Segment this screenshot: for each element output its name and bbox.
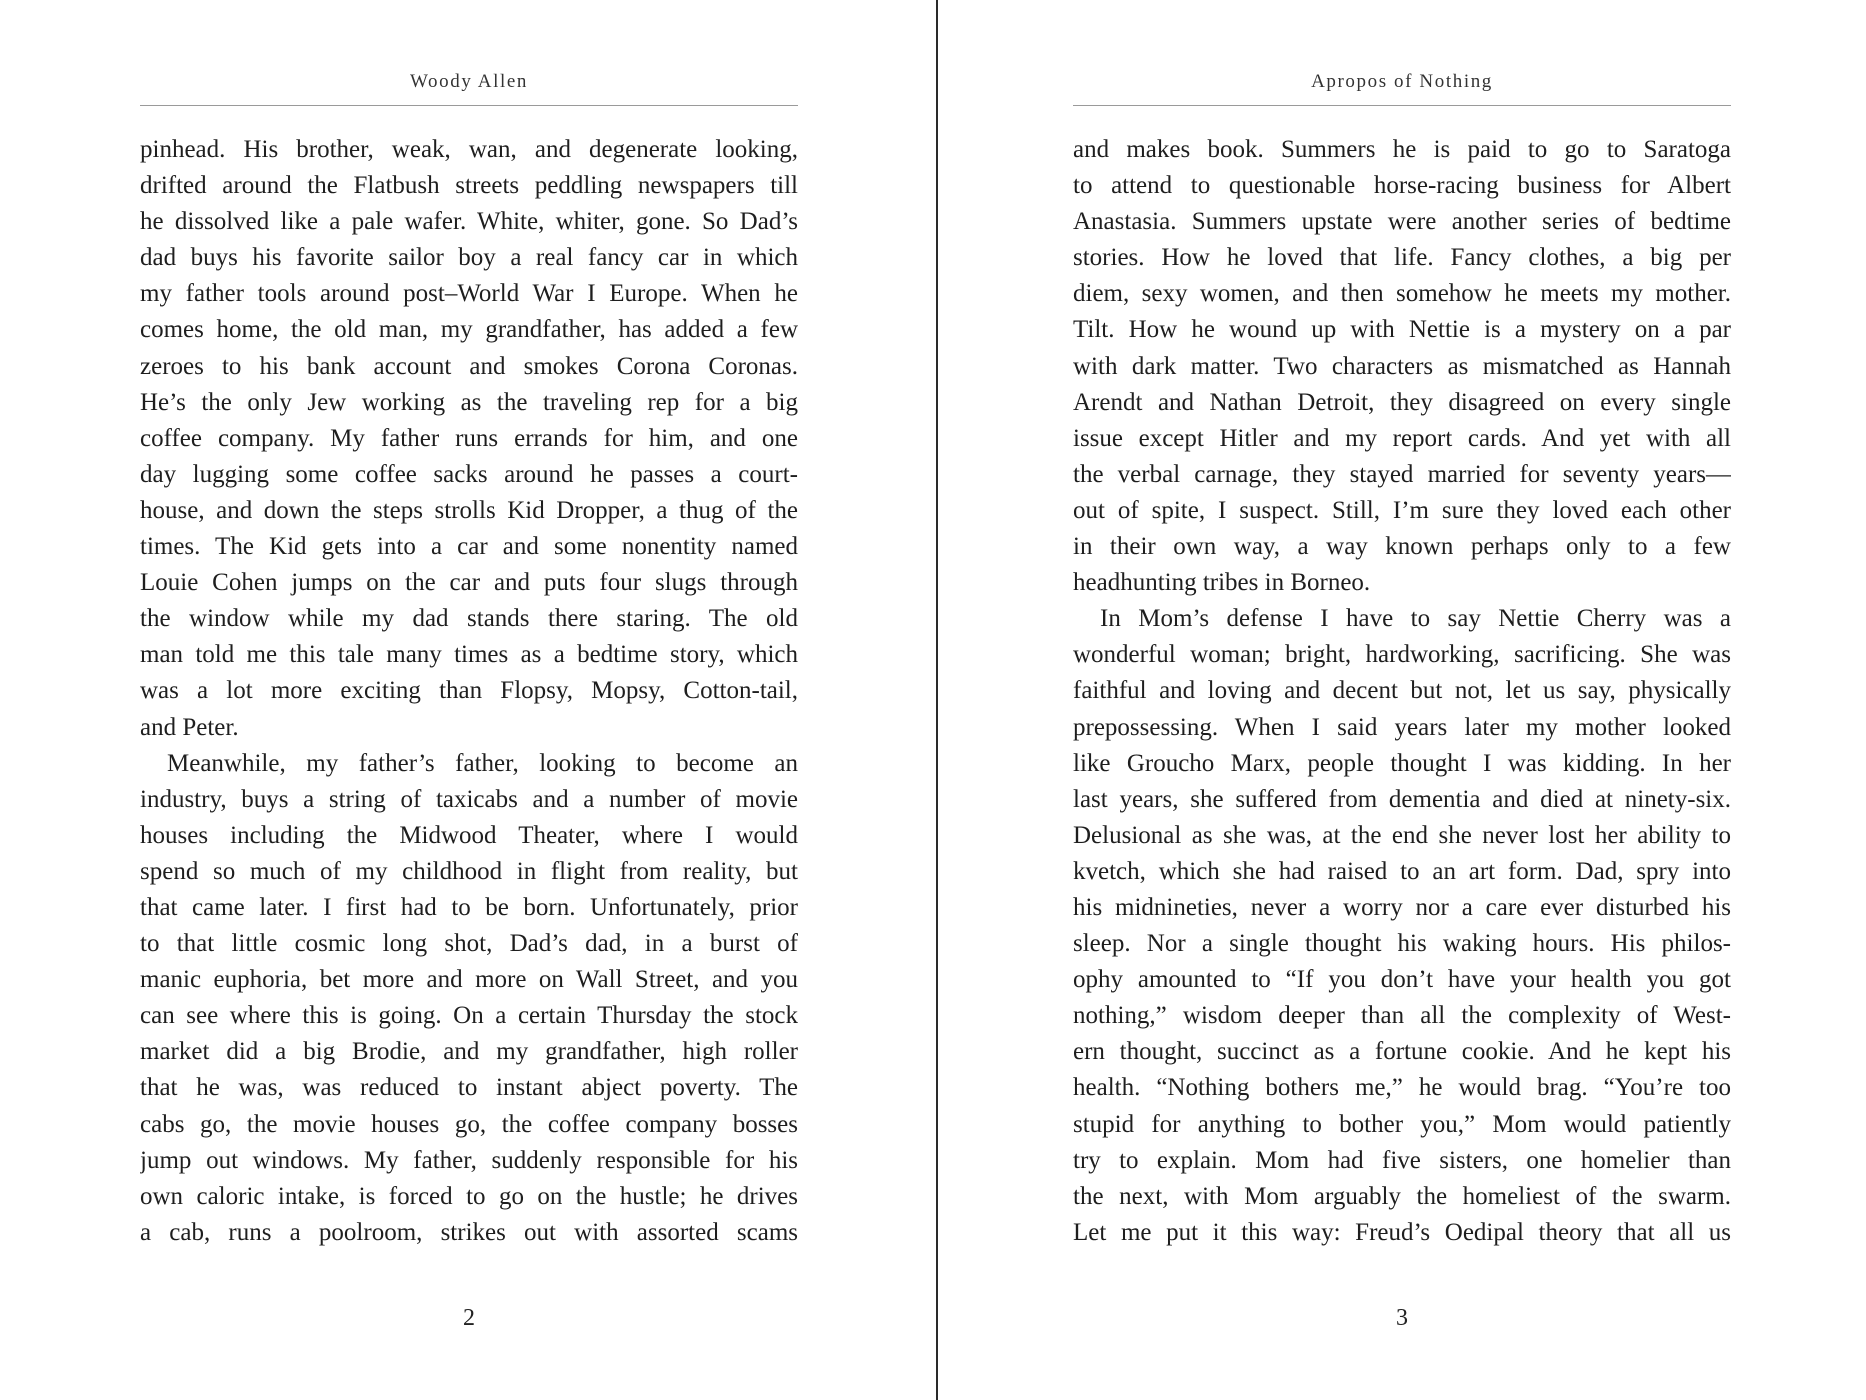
right-page-body bbox=[1073, 132, 1731, 1251]
text-line: man told me this tale many times as a bedtime story, which bbox=[140, 641, 798, 669]
text-line: manic euphoria, bet more and more on Wall Street, and you bbox=[140, 966, 798, 994]
text-line: last years, she suffered from dementia and died at ninety-six. bbox=[1073, 785, 1731, 813]
text-line: health. “Nothing bothers me,” he would brag. “You’re too bbox=[1073, 1074, 1731, 1102]
text-line-paragraph-start: Meanwhile, my father’s father, looking to become an bbox=[167, 749, 798, 777]
text-line: his midnineties, never a worry nor a care ever disturbed his bbox=[1073, 893, 1731, 921]
text-line: faithful and loving and decent but not, let us say, physically bbox=[1073, 677, 1731, 705]
text-line: zeroes to his bank account and smokes Corona Coronas. bbox=[140, 352, 798, 380]
text-line: cabs go, the movie houses go, the coffee company bosses bbox=[140, 1110, 798, 1138]
text-line: Anastasia. Summers upstate were another series of bedtime bbox=[1073, 208, 1731, 236]
text-line: my father tools around post–World War I Europe. When he bbox=[140, 280, 798, 308]
left-page-body bbox=[140, 132, 798, 1251]
text-line: the next, with Mom arguably the homeliest of the swarm. bbox=[1073, 1182, 1731, 1210]
running-head-title: Apropos of Nothing bbox=[1311, 71, 1493, 92]
text-line: own caloric intake, is forced to go on the hustle; he drives bbox=[140, 1182, 798, 1210]
running-head-author: Woody Allen bbox=[410, 71, 528, 92]
text-line: Tilt. How he wound up with Nettie is a mystery on a par bbox=[1073, 316, 1731, 344]
text-line: and Peter. bbox=[140, 713, 239, 741]
text-line: day lugging some coffee sacks around he passes a court- bbox=[140, 460, 798, 488]
text-line: can see where this is going. On a certain Thursday the stock bbox=[140, 1002, 798, 1030]
text-line: issue except Hitler and my report cards. And yet with all bbox=[1073, 424, 1731, 452]
text-line: sleep. Nor a single thought his waking hours. His philos- bbox=[1073, 930, 1731, 958]
text-line: was a lot more exciting than Flopsy, Mopsy, Cotton-tail, bbox=[140, 677, 798, 705]
text-line: Louie Cohen jumps on the car and puts four slugs through bbox=[140, 569, 798, 597]
text-line: the window while my dad stands there staring. The old bbox=[140, 605, 798, 633]
text-line: Arendt and Nathan Detroit, they disagreed on every single bbox=[1073, 388, 1731, 416]
text-line: a cab, runs a poolroom, strikes out with assorted scams bbox=[140, 1218, 798, 1246]
text-line: house, and down the steps strolls Kid Dropper, a thug of the bbox=[140, 496, 798, 524]
text-line: stupid for anything to bother you,” Mom would patiently bbox=[1073, 1110, 1731, 1138]
text-line: wonderful woman; bright, hardworking, sacrificing. She was bbox=[1073, 641, 1731, 669]
text-line: he dissolved like a pale wafer. White, whiter, gone. So Dad’s bbox=[140, 208, 798, 236]
text-line: stories. How he loved that life. Fancy clothes, a big per bbox=[1073, 244, 1731, 272]
text-line: to attend to questionable horse-racing business for Albert bbox=[1073, 172, 1731, 200]
text-line: in their own way, a way known perhaps only to a few bbox=[1073, 533, 1731, 561]
text-line: and makes book. Summers he is paid to go to Saratoga bbox=[1073, 136, 1731, 163]
text-line: out of spite, I suspect. Still, I’m sure they loved each other bbox=[1073, 496, 1731, 524]
text-line: ern thought, succinct as a fortune cookie. And he kept his bbox=[1073, 1038, 1731, 1066]
text-line-paragraph-start: In Mom’s defense I have to say Nettie Cherry was a bbox=[1100, 605, 1731, 633]
text-line: diem, sexy women, and then somehow he meets my mother. bbox=[1073, 280, 1731, 308]
text-line: like Groucho Marx, people thought I was kidding. In her bbox=[1073, 749, 1731, 777]
page-number: 2 bbox=[463, 1305, 475, 1331]
text-line: pinhead. His brother, weak, wan, and degenerate looking, bbox=[140, 136, 798, 163]
text-line: houses including the Midwood Theater, where I would bbox=[140, 821, 798, 849]
text-line: to that little cosmic long shot, Dad’s dad, in a burst of bbox=[140, 930, 798, 958]
text-line: dad buys his favorite sailor boy a real fancy car in which bbox=[140, 244, 798, 272]
text-line: drifted around the Flatbush streets peddling newspapers till bbox=[140, 172, 798, 200]
text-line: with dark matter. Two characters as mismatched as Hannah bbox=[1073, 352, 1731, 380]
text-line: market did a big Brodie, and my grandfather, high roller bbox=[140, 1038, 798, 1066]
text-line: Let me put it this way: Freud’s Oedipal theory that all us bbox=[1073, 1218, 1731, 1246]
text-line: nothing,” wisdom deeper than all the complexity of West- bbox=[1073, 1002, 1731, 1030]
text-line: jump out windows. My father, suddenly responsible for his bbox=[140, 1146, 798, 1174]
text-line: that he was, was reduced to instant abject poverty. The bbox=[140, 1074, 798, 1102]
text-line: that came later. I first had to be born. Unfortunately, prior bbox=[140, 893, 798, 921]
text-line: times. The Kid gets into a car and some nonentity named bbox=[140, 533, 798, 561]
right-page bbox=[933, 0, 1866, 1400]
running-head-rule bbox=[140, 105, 798, 106]
page-number: 3 bbox=[1396, 1305, 1408, 1331]
text-line: the verbal carnage, they stayed married for seventy years— bbox=[1073, 460, 1731, 488]
text-line: ophy amounted to “If you don’t have your health you got bbox=[1073, 966, 1731, 994]
text-line: comes home, the old man, my grandfather, has added a few bbox=[140, 316, 798, 344]
running-head-rule bbox=[1073, 105, 1731, 106]
text-line: spend so much of my childhood in flight from reality, but bbox=[140, 857, 798, 885]
text-line: Delusional as she was, at the end she never lost her ability to bbox=[1073, 821, 1731, 849]
text-line: try to explain. Mom had five sisters, one homelier than bbox=[1073, 1146, 1731, 1174]
text-line: kvetch, which she had raised to an art form. Dad, spry into bbox=[1073, 857, 1731, 885]
text-line: industry, buys a string of taxicabs and a number of movie bbox=[140, 785, 798, 813]
text-line: He’s the only Jew working as the traveling rep for a big bbox=[140, 388, 798, 416]
text-line: headhunting tribes in Borneo. bbox=[1073, 569, 1371, 597]
text-line: coffee company. My father runs errands for him, and one bbox=[140, 424, 798, 452]
text-line: prepossessing. When I said years later my mother looked bbox=[1073, 713, 1731, 741]
